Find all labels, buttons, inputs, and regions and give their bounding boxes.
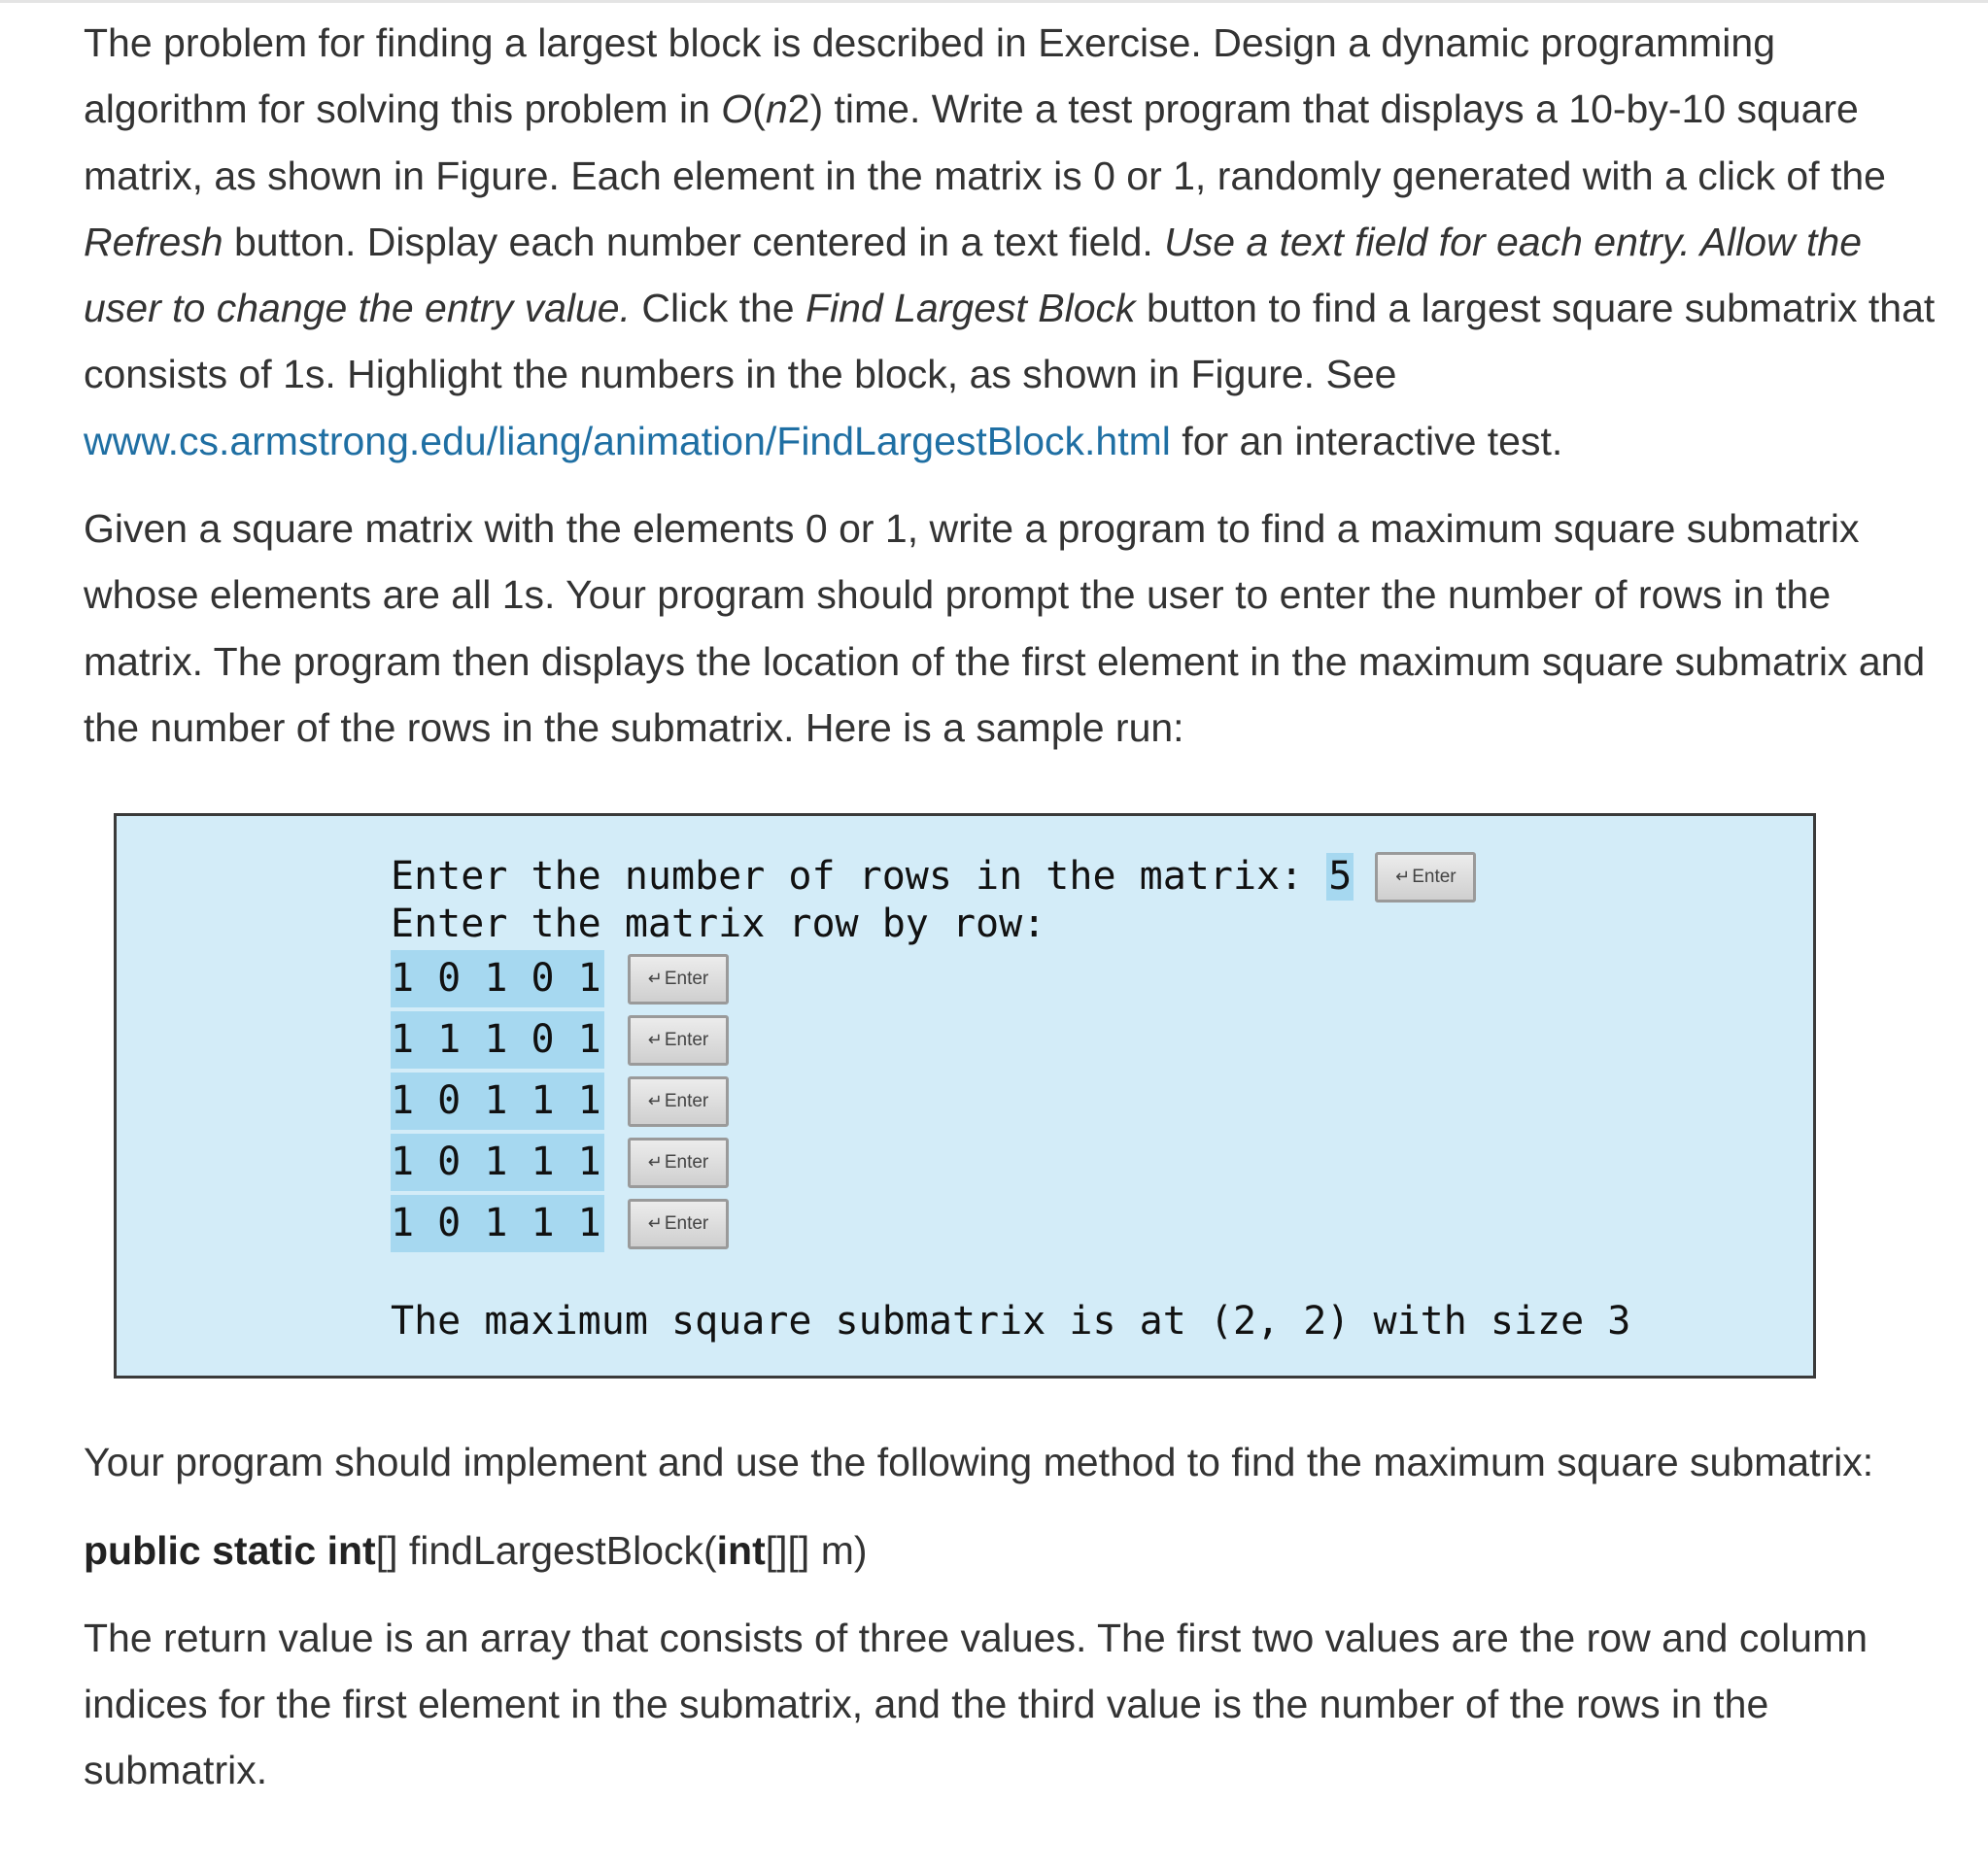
n-variable: n — [765, 86, 788, 132]
signature-text: [][] m) — [765, 1527, 868, 1573]
enter-arrow-icon: ↵ — [647, 1030, 663, 1050]
paragraph-return-value: The return value is an array that consists of three values. The first two values are the row and column indices for the first element in the submatrix, and the third value is the number of the rows in the submatrix. — [84, 1615, 1868, 1793]
enter-arrow-icon: ↵ — [647, 1213, 663, 1234]
enter-key-label: Enter — [664, 1213, 709, 1235]
enter-key-label: Enter — [664, 1152, 709, 1174]
text-span: Click the — [630, 286, 805, 331]
enter-key — [628, 1199, 729, 1249]
result-output-line: The maximum square submatrix is at (2, 2) with size 3 — [391, 1299, 1631, 1345]
enter-arrow-icon: ↵ — [647, 969, 663, 989]
text-span: 2) time. Write a test program that displays a 10-by-10 square matrix, as shown in Figure. Each element in the matrix is 0 or 1, randomly generated with a click of the — [84, 86, 1886, 198]
signature-keyword: public static int — [84, 1527, 376, 1573]
matrix-row-input: 1 1 1 0 1 — [391, 1011, 604, 1069]
big-o-symbol: O — [721, 86, 753, 132]
matrix-row-line — [391, 1132, 1476, 1193]
enter-arrow-icon: ↵ — [647, 1091, 663, 1111]
matrix-row-input: 1 0 1 1 1 — [391, 1134, 604, 1191]
prompt-rows-line — [391, 853, 1476, 901]
matrix-row-line — [391, 1193, 1476, 1254]
exercise-content — [84, 10, 1949, 1804]
prompt-matrix-text: Enter the matrix row by row: — [391, 902, 1046, 947]
animation-link[interactable]: www.cs.armstrong.edu/liang/animation/FindLargestBlock.html — [84, 418, 1171, 463]
matrix-row-input: 1 0 1 1 1 — [391, 1195, 604, 1252]
text-span: for an interactive test. — [1170, 418, 1563, 463]
enter-key-label: Enter — [664, 1091, 709, 1112]
prompt-rows-text: Enter the number of rows in the matrix: — [391, 854, 1327, 900]
matrix-row-line — [391, 1009, 1476, 1071]
text-span: The problem for finding a largest block is described in Exercise. Design a dynamic programming algorithm for solving this problem in — [84, 20, 1776, 132]
enter-key-label: Enter — [1412, 867, 1457, 888]
enter-key — [628, 1138, 729, 1188]
enter-key — [628, 1015, 729, 1066]
matrix-row-line — [391, 1071, 1476, 1132]
prompt-matrix-line — [391, 901, 1476, 948]
enter-key-label: Enter — [664, 969, 709, 990]
paragraph-task-description: Given a square matrix with the elements 0 or 1, write a program to find a maximum square submatrix whose elements are all 1s. Your program should prompt the user to enter the number of rows in the matrix. The program then displays the location of the first element in the maximum square submatrix and the number of the rows in the submatrix. Here is a sample run: — [84, 506, 1926, 750]
enter-arrow-icon: ↵ — [1395, 867, 1411, 887]
text-span: ( — [752, 86, 766, 132]
enter-key — [628, 1076, 729, 1127]
text-span: button to find a largest square submatrix that consists of 1s. Highlight the numbers in the block, as shown in Figure. See — [84, 286, 1936, 397]
find-largest-block-term: Find Largest Block — [805, 286, 1136, 331]
enter-key — [1375, 852, 1476, 902]
matrix-row-line — [391, 948, 1476, 1009]
top-divider — [0, 0, 1988, 3]
text-field-instruction: Use a text field for each entry. Allow the user to change the entry value. — [84, 219, 1863, 331]
refresh-term: Refresh — [84, 219, 223, 264]
rows-input-value: 5 — [1328, 854, 1353, 900]
console-output — [391, 853, 1476, 1254]
paragraph-problem-description — [84, 10, 1949, 474]
enter-arrow-icon: ↵ — [647, 1152, 663, 1173]
paragraph-method-intro: Your program should implement and use the following method to find the maximum square submatrix: — [84, 1440, 1874, 1485]
enter-key-label: Enter — [664, 1030, 709, 1051]
method-signature — [84, 1517, 1949, 1584]
matrix-row-input: 1 0 1 0 1 — [391, 950, 604, 1007]
text-span: button. Display each number centered in a text field. — [223, 219, 1165, 264]
signature-keyword: int — [716, 1527, 766, 1573]
signature-text: [] findLargestBlock( — [375, 1527, 717, 1573]
sample-run-box — [114, 813, 1816, 1379]
enter-key — [628, 954, 729, 1005]
matrix-row-input: 1 0 1 1 1 — [391, 1073, 604, 1130]
